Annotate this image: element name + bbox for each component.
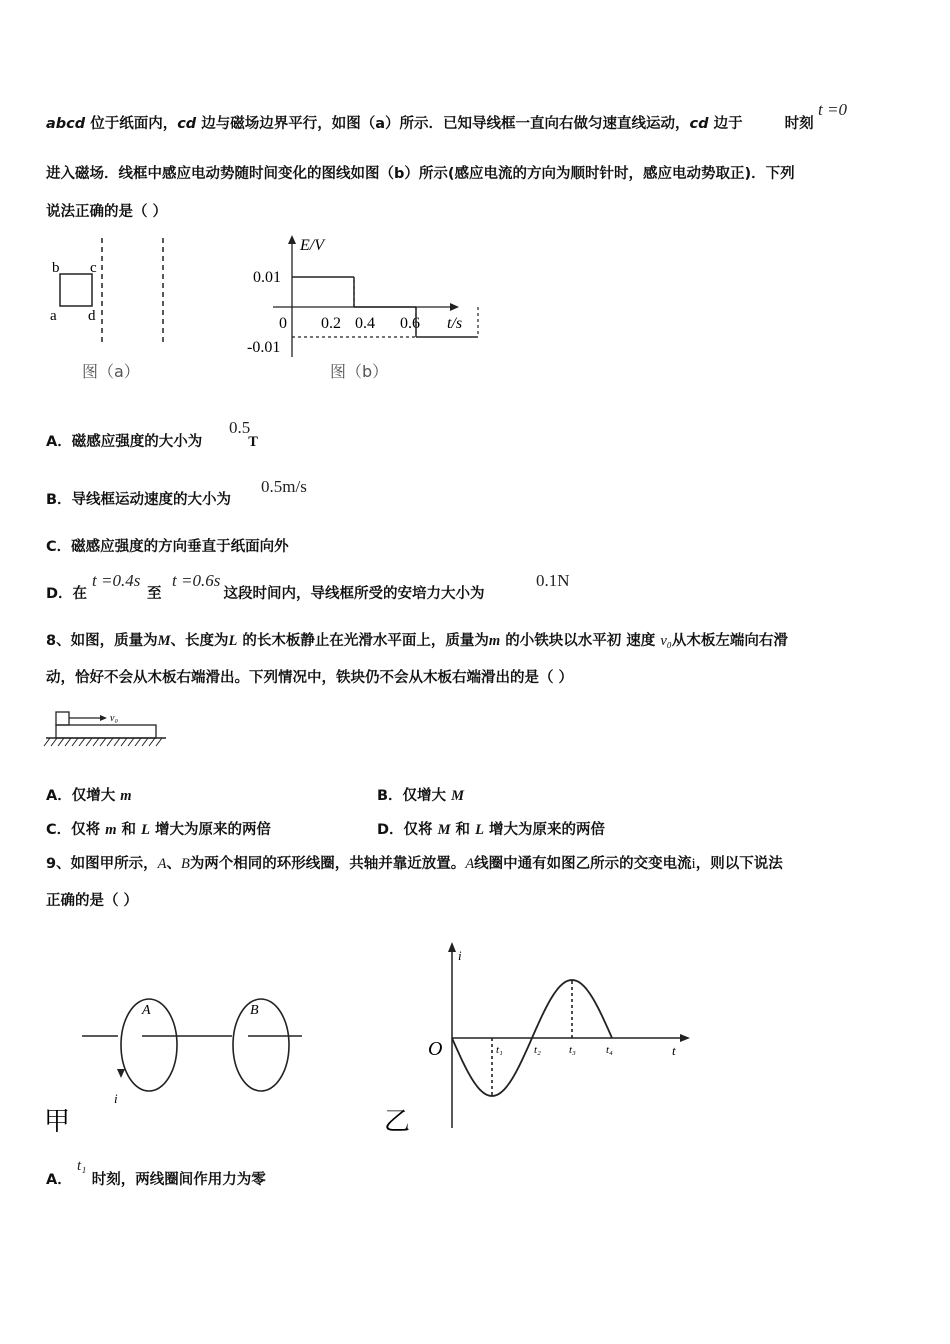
option-a-value: 0.5 [229, 418, 251, 437]
option-d-value: 0.1N [536, 571, 570, 590]
label-a: a [50, 308, 57, 324]
hatch-mark [142, 738, 148, 746]
option-d-text: 和 [450, 822, 476, 838]
q7-text: 位于纸面内， [85, 116, 178, 132]
option-a-time-t1: t₁ [77, 1158, 87, 1174]
option-b-text: B．仅增大 [377, 788, 452, 804]
var-m: m [105, 822, 117, 838]
label-d: d [88, 308, 96, 324]
velocity-arrowhead [100, 715, 107, 721]
q8-text: 的长木板静止在光滑水平面上，质量为 [237, 633, 489, 649]
y-axis-arrow [288, 235, 296, 244]
hatch-mark [51, 738, 57, 746]
option-c-text: 和 [116, 822, 142, 838]
coil-A-ref: A [465, 856, 475, 872]
wire-frame [60, 274, 92, 306]
figure-a-caption: 图（a） [82, 362, 140, 381]
q9-text: 9、如图甲所示， [46, 856, 158, 872]
q7-option-a[interactable] [46, 432, 258, 452]
option-d-text: 至 [147, 586, 162, 602]
origin-label: O [428, 1038, 443, 1060]
q7-option-c[interactable]: C．磁感应强度的方向垂直于纸面向外 [46, 539, 289, 555]
q7-text: 时刻 [784, 116, 814, 132]
figure-a [40, 232, 240, 382]
q8-option-a[interactable] [46, 786, 132, 806]
q7-text: 边于 [708, 116, 743, 132]
hatch-mark [72, 738, 78, 746]
label-b: b [52, 260, 60, 276]
coil-A-label: A [142, 1003, 151, 1018]
y-axis-arrow [448, 942, 456, 952]
xtick-0.2: 0.2 [321, 315, 341, 332]
q8-option-d[interactable] [377, 820, 605, 840]
current-arrow [117, 1069, 125, 1078]
option-a-text: A．仅增大 [46, 788, 121, 804]
q7-line-1 [46, 114, 814, 134]
figure-yi-chart [382, 938, 712, 1143]
option-a-text: A． [46, 1172, 72, 1188]
xtick-0.4: 0.4 [355, 315, 375, 332]
hatch-mark [114, 738, 120, 746]
option-a-unit: T [248, 434, 258, 450]
q7-line-2: 进入磁场．线框中感应电动势随时间变化的图线如图（b）所示(感应电流的方向为顺时针时，感应电动势取正)．下列 [46, 166, 795, 182]
coil-B-ref: B [180, 856, 190, 872]
coil-B-label: B [250, 1003, 259, 1018]
x-axis-arrow [450, 303, 459, 311]
board-block-figure [44, 707, 174, 757]
option-c-text: C．仅将 [46, 822, 106, 838]
current-i: i [691, 856, 696, 872]
q7-option-b[interactable] [46, 490, 231, 510]
side-cd: cd [177, 116, 197, 132]
frame-abcd: abcd [46, 116, 86, 132]
option-b-text: B．导线框运动速度的大小为 [46, 492, 232, 508]
origin-label: 0 [279, 315, 287, 332]
q7-text: 边与磁场边界平行，如图（a）所示．已知导线框一直向右做匀速直线运动， [196, 116, 690, 132]
v0-label: v₀ [110, 713, 118, 724]
figure-b-chart [245, 232, 475, 382]
q8-text: 的小铁块以水平初 速度 [500, 633, 661, 649]
label-c: c [90, 260, 97, 276]
hatch-mark [121, 738, 127, 746]
x-axis-label: t/s [447, 315, 463, 332]
coil-A-ref: A [157, 856, 167, 872]
var-L: L [228, 633, 238, 649]
option-d-text: 这段时间内，导线框所受的安培力大小为 [223, 586, 485, 602]
iron-block [56, 712, 69, 725]
tick-t1: t₁ [496, 1044, 503, 1056]
q8-text: 8、如图，质量为 [46, 633, 158, 649]
y-axis-label: E/V [300, 237, 324, 254]
hatch-mark [86, 738, 92, 746]
q9-text: ，则以下说法 [695, 856, 783, 872]
q9-text: 为两个相同的环形线圈，共轴并靠近放置。 [189, 856, 466, 872]
tick-t2: t₂ [534, 1044, 541, 1056]
ground-hatch [44, 738, 162, 746]
t-axis-label: t [672, 1043, 676, 1058]
time-t-zero: t =0 [818, 100, 847, 119]
hatch-mark [93, 738, 99, 746]
figure-b-caption: 图（b） [330, 362, 389, 381]
q8-option-c[interactable] [46, 820, 271, 840]
option-d-text: D．在 [46, 586, 88, 602]
figure-jia-caption: 甲 [44, 1107, 71, 1137]
hatch-mark [65, 738, 71, 746]
side-cd: cd [689, 116, 709, 132]
ytick-neg: -0.01 [247, 339, 281, 356]
q8-line-2: 动，恰好不会从木板右端滑出。下列情况中，铁块仍不会从木板右端滑出的是（ ） [46, 670, 574, 686]
var-m: m [488, 633, 501, 649]
var-M: M [157, 633, 171, 649]
tick-t4: t₄ [606, 1044, 613, 1056]
hatch-mark [100, 738, 106, 746]
q9-line-1 [46, 854, 783, 874]
hatch-mark [79, 738, 85, 746]
var-v0: v₀ [660, 633, 672, 649]
ytick-pos: 0.01 [253, 269, 281, 286]
option-d-text: 增大为原来的两倍 [483, 822, 606, 838]
option-c-text: 增大为原来的两倍 [149, 822, 272, 838]
var-L: L [475, 822, 484, 838]
q7-line-3: 说法正确的是（ ） [46, 204, 168, 220]
q8-option-b[interactable] [377, 786, 464, 806]
hatch-mark [149, 738, 155, 746]
hatch-mark [128, 738, 134, 746]
option-d-time-end: t =0.6s [172, 571, 221, 590]
option-a-text: 时刻，两线圈间作用力为零 [91, 1172, 266, 1188]
q9-line-2: 正确的是（ ） [46, 893, 139, 909]
current-label: i [114, 1091, 118, 1106]
var-M: M [451, 788, 465, 804]
var-m: m [120, 788, 132, 804]
hatch-mark [135, 738, 141, 746]
q9-text: 、 [166, 856, 181, 872]
figure-yi-caption: 乙 [384, 1107, 411, 1137]
var-L: L [141, 822, 150, 838]
hatch-mark [58, 738, 64, 746]
i-axis-label: i [458, 948, 462, 963]
hatch-mark [44, 738, 50, 746]
q8-text: 从木板左端向右滑 [671, 633, 788, 649]
option-b-value: 0.5m/s [261, 477, 307, 496]
xtick-0.6: 0.6 [400, 315, 420, 332]
hatch-mark [156, 738, 162, 746]
option-d-text: D．仅将 [377, 822, 438, 838]
t-axis-arrow [680, 1034, 690, 1042]
option-a-text: A．磁感应强度的大小为 [46, 434, 203, 450]
tick-t3: t₃ [569, 1044, 576, 1056]
var-M: M [437, 822, 451, 838]
long-board [56, 725, 156, 738]
q9-text: 线圈中通有如图乙所示的交变电流 [474, 856, 692, 872]
coil-B [233, 999, 289, 1091]
option-d-time-start: t =0.4s [92, 571, 141, 590]
hatch-mark [107, 738, 113, 746]
q8-line-1 [46, 631, 788, 651]
q8-text: 、长度为 [170, 633, 229, 649]
figure-jia-coils [44, 990, 324, 1140]
